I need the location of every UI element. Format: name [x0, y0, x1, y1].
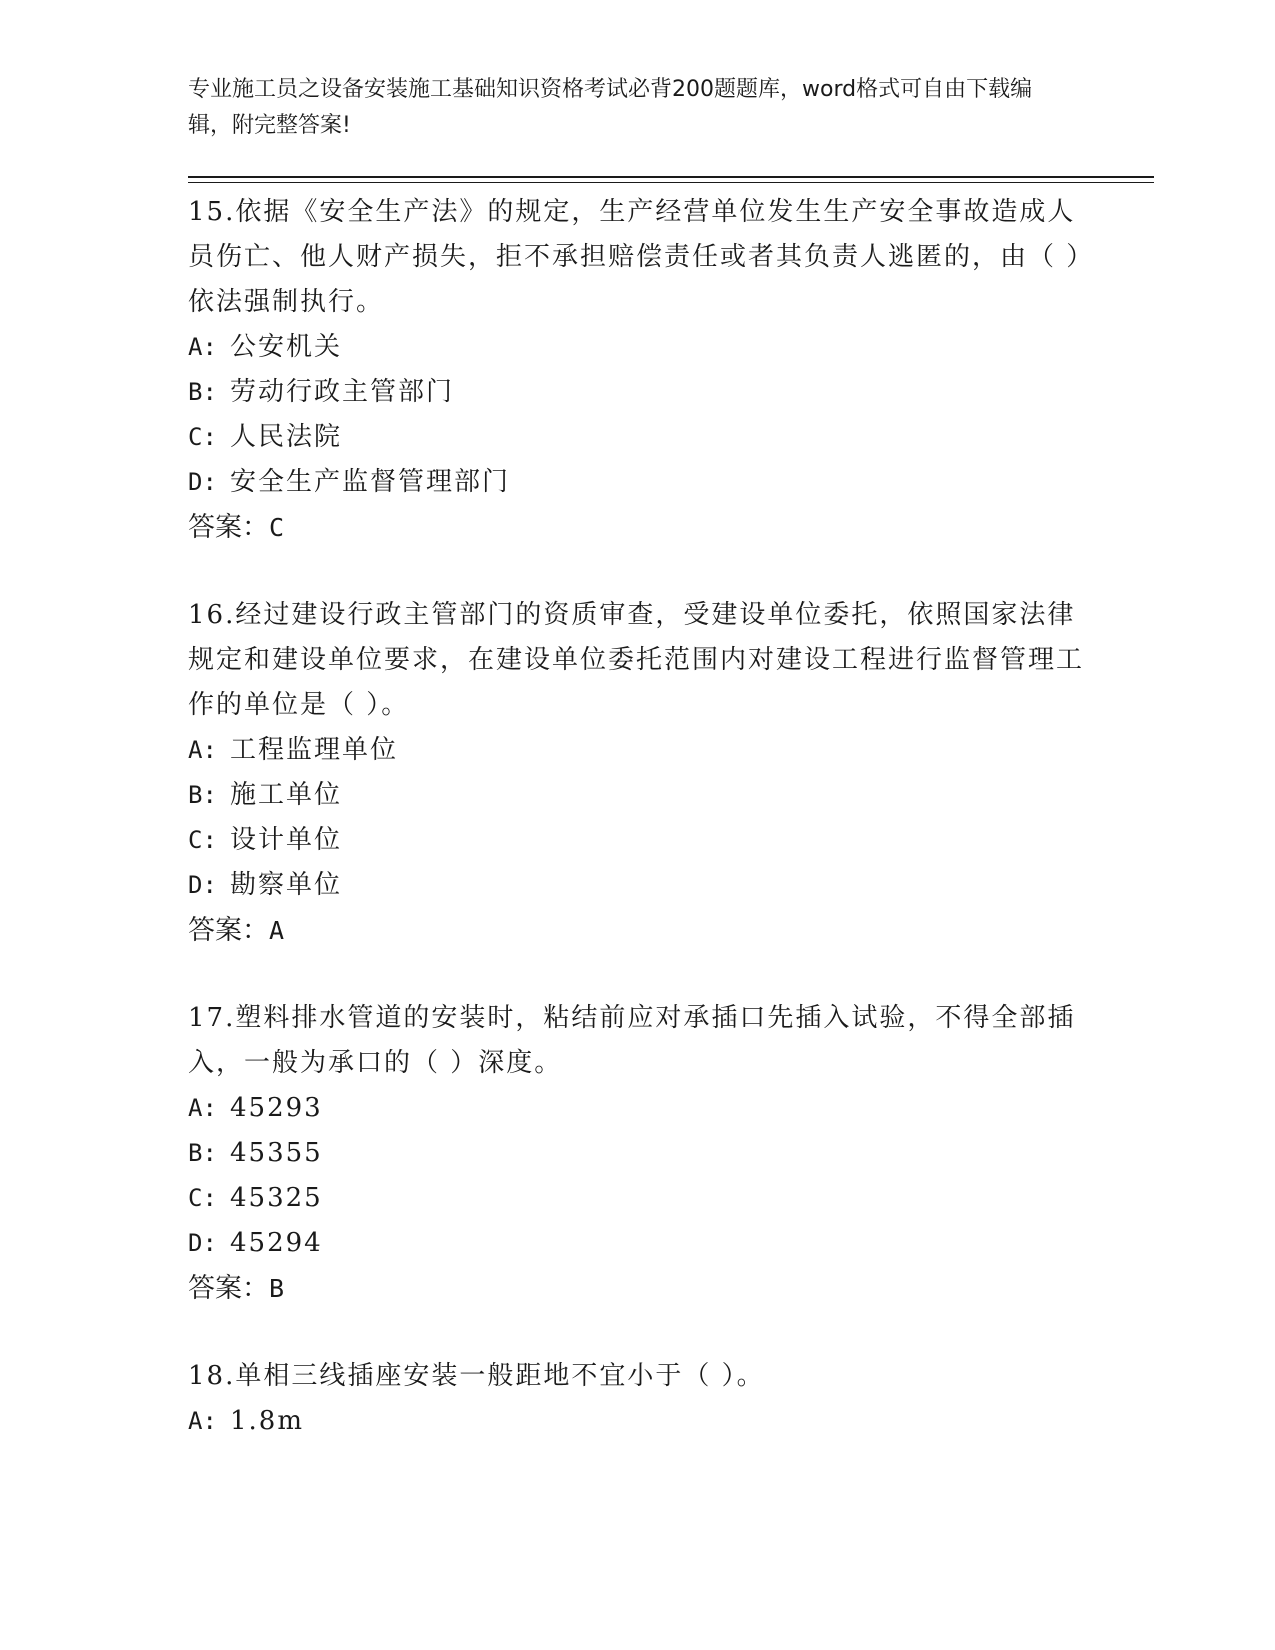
option-letter: D:	[188, 468, 217, 496]
answer-option	[188, 728, 1088, 773]
question-block	[188, 190, 1088, 550]
answer-option	[188, 773, 1088, 818]
question-stem: 17.塑料排水管道的安装时，粘结前应对承插口先插入试验，不得全部插入，一般为承口的（ ）深度。	[188, 1003, 1076, 1078]
option-text: 45325	[230, 1183, 323, 1213]
answer-option	[188, 1221, 1088, 1266]
answer-option	[188, 370, 1088, 415]
question-stem: 15.依据《安全生产法》的规定，生产经营单位发生生产安全事故造成人员伤亡、他人财产损失，拒不承担赔偿责任或者其负责人逃匿的，由（ ）依法强制执行。	[188, 197, 1082, 317]
option-letter: C:	[188, 423, 217, 451]
option-text: 劳动行政主管部门	[230, 377, 455, 407]
option-text: 45355	[230, 1138, 323, 1168]
page-header: 专业施工员之设备安装施工基础知识资格考试必背200题题库，word格式可自由下载编辑，附完整答案!	[188, 77, 1033, 138]
header-divider-thin	[188, 182, 1154, 183]
option-text: 工程监理单位	[230, 735, 399, 765]
option-text: 公安机关	[230, 332, 343, 362]
option-letter: C:	[188, 1184, 217, 1212]
answer-option	[188, 460, 1088, 505]
answer-option	[188, 1399, 1088, 1444]
option-text: 施工单位	[230, 780, 343, 810]
option-letter: C:	[188, 826, 217, 854]
option-text: 人民法院	[230, 422, 343, 452]
option-letter: A:	[188, 1094, 217, 1122]
answer-option	[188, 325, 1088, 370]
answer-label: 答案：	[188, 1273, 269, 1304]
answer-line	[188, 505, 1088, 550]
answer-value: C	[269, 513, 285, 542]
answer-option	[188, 1176, 1088, 1221]
answer-option	[188, 818, 1088, 863]
question-block	[188, 996, 1088, 1311]
option-text: 安全生产监督管理部门	[230, 467, 511, 497]
answer-value: A	[269, 916, 285, 945]
option-text: 45294	[230, 1228, 323, 1258]
answer-option	[188, 415, 1088, 460]
option-letter: A:	[188, 333, 217, 361]
option-letter: B:	[188, 781, 217, 809]
answer-line	[188, 1266, 1088, 1311]
answer-value: B	[269, 1274, 285, 1303]
option-text: 勘察单位	[230, 870, 343, 900]
option-letter: B:	[188, 378, 217, 406]
option-text: 设计单位	[230, 825, 343, 855]
answer-option	[188, 1086, 1088, 1131]
option-letter: B:	[188, 1139, 217, 1167]
answer-label: 答案：	[188, 512, 269, 543]
question-block	[188, 1354, 1088, 1444]
answer-line	[188, 908, 1088, 953]
option-letter: A:	[188, 736, 217, 764]
option-letter: A:	[188, 1407, 217, 1435]
option-letter: D:	[188, 1229, 217, 1257]
answer-option	[188, 863, 1088, 908]
answer-option	[188, 1131, 1088, 1176]
answer-label: 答案：	[188, 915, 269, 946]
header-divider-thick	[188, 176, 1154, 178]
option-text: 1.8m	[230, 1406, 305, 1436]
question-stem: 18.单相三线插座安装一般距地不宜小于（ ）。	[188, 1361, 765, 1391]
option-letter: D:	[188, 871, 217, 899]
option-text: 45293	[230, 1093, 323, 1123]
question-block	[188, 593, 1088, 953]
question-stem: 16.经过建设行政主管部门的资质审查，受建设单位委托，依照国家法律规定和建设单位要求，在建设单位委托范围内对建设工程进行监督管理工作的单位是（ ）。	[188, 600, 1085, 720]
question-list	[188, 190, 1088, 1487]
